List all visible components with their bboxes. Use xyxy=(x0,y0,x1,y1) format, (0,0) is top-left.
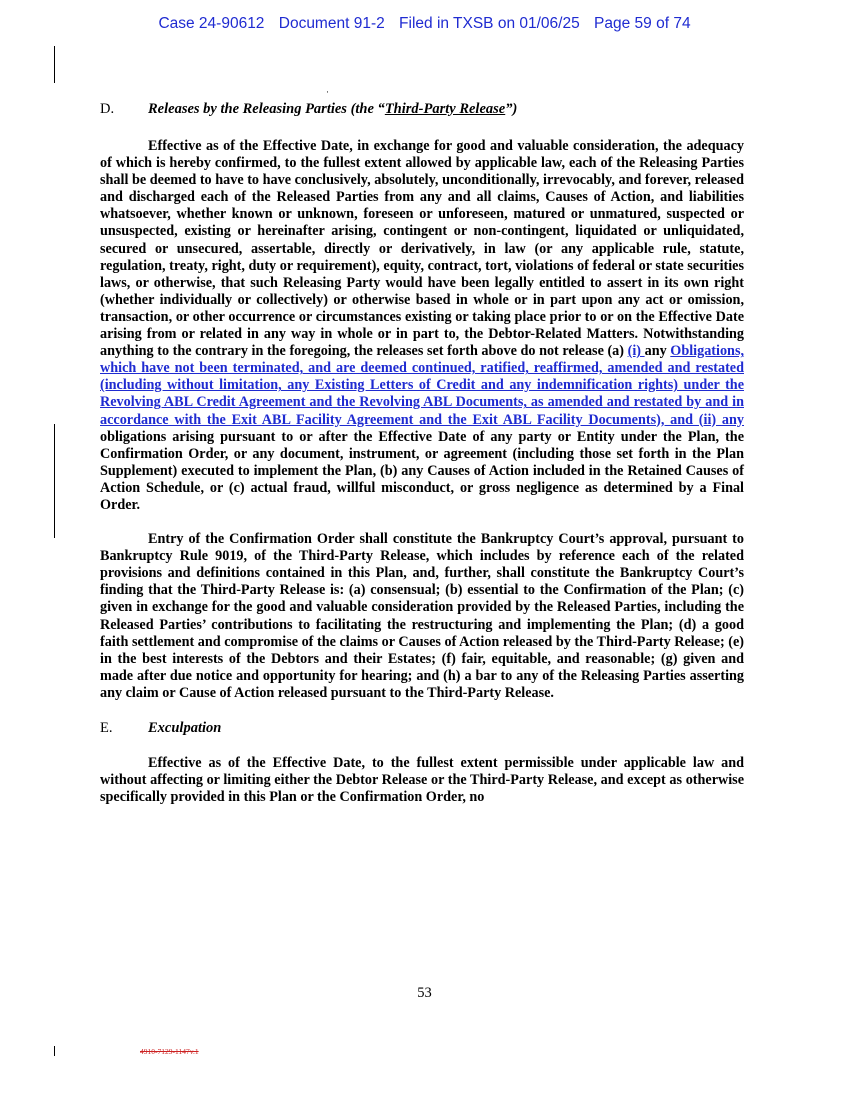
section-e-heading xyxy=(100,719,744,738)
margin-dot: · xyxy=(326,87,329,97)
filed-info: Filed in TXSB on 01/06/25 xyxy=(399,15,580,32)
case-number: Case 24-90612 xyxy=(158,15,265,32)
section-e-letter: E. xyxy=(100,720,113,736)
section-d-letter: D. xyxy=(100,101,115,117)
document-number: Document 91-2 xyxy=(278,15,385,32)
change-bar-footer xyxy=(54,1046,55,1056)
page-body xyxy=(100,100,744,806)
section-d-title-start: Releases by the Releasing Parties (the “ xyxy=(148,101,385,117)
confirmation-order-paragraph: Entry of the Confirmation Order shall constitute the Bankruptcy Court’s approval, pursuant to Bankruptcy Rule 9019, of the Third-Party Release, which includes by reference each of the related provisions and definitions contained in this Plan, and, further, shall constitute the Bankruptcy Court’s finding that the Third-Party Release is: (a) consensual; (b) essential to the Confirmation of the Plan; (c) given in exchange for the good and valuable consideration provided by the Released Parties, including the Released Parties’ contributions to facilitating the restructuring and implementing the Plan; (d) a good faith settlement and compromise of the claims or Causes of Action released by the Third-Party Release; (e) in the best interests of the Debtors and their Estates; (f) fair, equitable, and reasonable; (g) given and made after due notice and opportunity for hearing; and (h) a bar to any of the Releasing Parties asserting any claim or Cause of Action released pursuant to the Third-Party Release. xyxy=(100,531,744,701)
change-bar-revision xyxy=(54,424,55,538)
section-d-defined-term: Third-Party Release xyxy=(384,101,506,117)
change-bar-top xyxy=(54,46,55,83)
section-d-title-end: ”) xyxy=(505,101,518,117)
footer-document-id: 4910-7129-1147v.1 xyxy=(140,1047,199,1056)
release-text-any: any xyxy=(644,343,671,360)
release-text-b: obligations arising pursuant to or after the Effective Date of any party or Entity under the Plan, the Confirmation Order, or any document, instrument, or agreement (including those set forth in the Plan Supplement) executed to implement the Plan, (b) any Causes of Action included in the Retained Causes of Action Schedule, or (c) actual fraud, willful misconduct, or gross negligence as determined by a Final Order. xyxy=(100,428,744,513)
third-party-release-paragraph xyxy=(100,138,744,514)
section-d-heading xyxy=(100,100,744,119)
filing-header xyxy=(0,15,849,33)
inserted-text-i: (i) xyxy=(627,343,645,360)
inserted-obligations-text: Obligations, which have not been terminated, and are deemed continued, ratified, reaffirmed, amended and restated (including without limitation, any Existing Letters of Credit and any indemnification rights) under the Revolving ABL Credit Agreement and the Revolving ABL Documents, as amended and restated by and in accordance with the Exit ABL Facility Agreement and the Exit ABL Facility Documents), and (ii) any xyxy=(100,343,745,428)
page-number: 53 xyxy=(417,985,432,1001)
exculpation-paragraph: Effective as of the Effective Date, to the fullest extent permissible under applicable law and without affecting or limiting either the Debtor Release or the Third-Party Release, and except as otherwise specifically provided in this Plan or the Confirmation Order, no xyxy=(100,755,744,806)
section-e-title: Exculpation xyxy=(148,720,222,736)
page-info: Page 59 of 74 xyxy=(594,15,691,32)
release-text-a: Effective as of the Effective Date, in exchange for good and valuable consideration, the adequacy of which is hereby confirmed, to the fullest extent allowed by applicable law, each of the Releasing Parties shall be deemed to have to have conclusively, absolutely, unconditionally, irrevocably, and forever, released and discharged each of the Released Parties from any and all claims, Causes of Action, and liabilities whatsoever, whether known or unknown, foreseen or unforeseen, matured or unmatured, suspected or unsuspected, existing or hereinafter arising, contingent or non-contingent, liquidated or unliquidated, secured or unsecured, assertable, directly or derivatively, in law (or any applicable rule, statute, regulation, treaty, right, duty or requirement), equity, contract, tort, violations of federal or state securities laws, or otherwise, that such Releasing Party would have been legally entitled to assert in its own right (whether individually or collectively) or otherwise based in whole or in part upon any act or omission, transaction, or other occurrence or circumstances existing or taking place prior to or on the Effective Date arising from or related in any way in whole or in part to, the Debtor-Related Matters. Notwithstanding anything to the contrary in the foregoing, the releases set forth above do not release (a) xyxy=(100,138,744,360)
